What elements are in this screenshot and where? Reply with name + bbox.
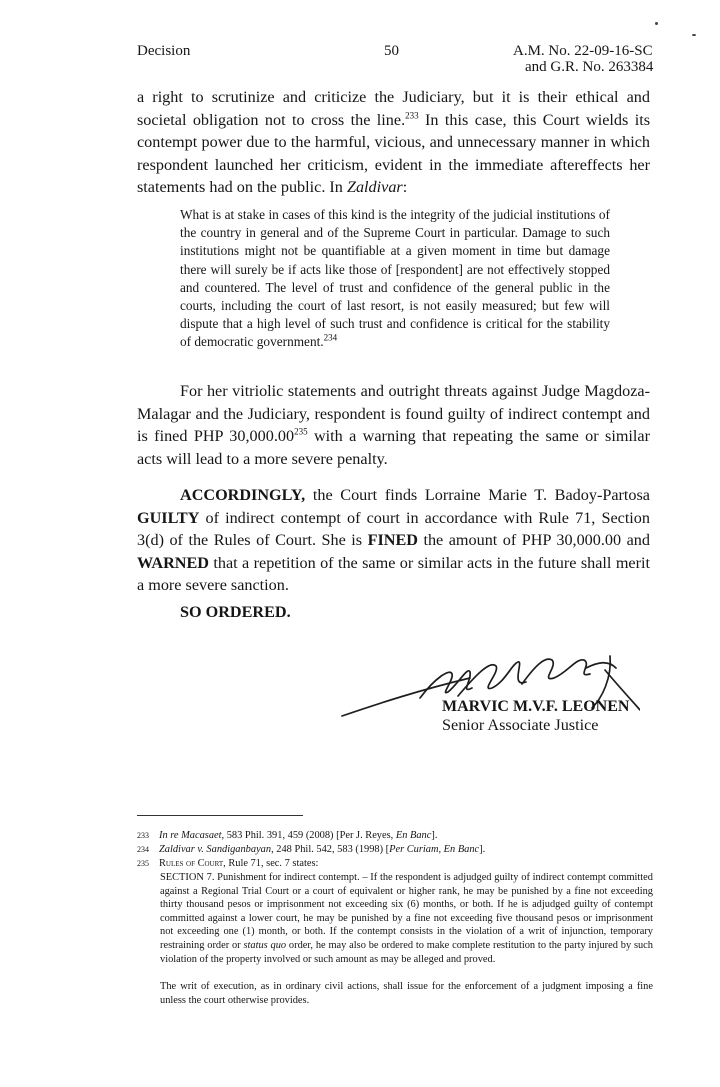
footnote-233	[137, 829, 657, 843]
paragraph-1	[137, 86, 650, 199]
signatory-title: Senior Associate Justice	[442, 716, 599, 734]
footnote-ref-233[interactable]: 233	[405, 110, 419, 121]
footnote-text: , 248 Phil. 542, 583 (1998) [	[271, 844, 390, 855]
footnote-ref-234[interactable]: 234	[323, 333, 338, 343]
footnote-number: 235	[137, 859, 149, 868]
footnote-court: En Banc	[395, 830, 432, 841]
dispositive-text: the Court finds Lorraine Marie T. Badoy-Partosa	[305, 486, 650, 504]
footnote-end: ].	[431, 830, 438, 841]
footnote-235-writ	[160, 980, 653, 1007]
section-text: SECTION 7. Punishment for indirect contempt. – If the respondent is adjudged guilty of indirect contempt committed against a Regional Trial Court or a court of equivalent or higher rank, he may be punished by a fine not exceeding thirty thousand pesos or imprisonment not exceeding six (6) months, or both. If he is adjudged guilty of contempt committed against a lower court, he may be punished by a fine not exceeding five thousand pesos or imprisonment not exceeding one (1) month, or both. If the contempt consists in the violation of a writ of injunction, temporary restraining order or	[160, 872, 653, 951]
case-number-line1: A.M. No. 22-09-16-SC	[513, 43, 653, 59]
section-text-cont: order, he may also be ordered to make complete restitution to the party injured by such violation of the property involved or such amount as may be alleged and proved.	[160, 939, 653, 965]
para1-end: :	[402, 178, 408, 197]
warned-label: WARNED	[137, 553, 209, 572]
so-ordered: SO ORDERED.	[180, 603, 291, 621]
para1-text: a right to scrutinize and criticize the Judiciary, but it is their ethical and societal obligation not to cross the line.	[137, 88, 650, 129]
footnote-text: , Rule 71, sec. 7 states:	[223, 858, 319, 869]
footnote-number: 234	[137, 845, 149, 854]
dispositive-text: the amount of PHP 30,000.00 and	[417, 531, 650, 550]
para1-text-cont: In this case, this Court wields its contempt power due to the harmful, vicious, and unnecessary manner in which respondent launched her criticism, evident in the immediate aftereffects her statements had on the public. In	[137, 110, 651, 197]
writ-text: The writ of execution, as in ordinary civil actions, shall issue for the enforcement of a judgment imposing a fine unless the court otherwise provides.	[160, 981, 653, 1006]
footnote-case: Zaldivar v. Sandiganbayan	[159, 844, 272, 855]
footnote-text: , 583 Phil. 391, 459 (2008) [Per J. Reyes,	[221, 830, 396, 841]
quote-text: What is at stake in cases of this kind is the integrity of the judicial institutions of the country in general and of the Supreme Court in particular. Damage to such institutions might not be quantifiable at a given moment in time but damage there will surely be if acts like those of [respondent] are not effectively stopped and countered. The level of trust and confidence of the general public in the courts, including the court of last resort, is not easily measured; but few will dispute that a high level of such trust and confidence is critical for the stability of democratic government.	[180, 207, 610, 350]
paragraph-2	[137, 380, 650, 470]
footnote-235-section	[160, 871, 653, 966]
footnote-235	[137, 857, 657, 871]
footnote-ref-235[interactable]: 235	[294, 426, 308, 437]
footnote-number: 233	[137, 831, 149, 840]
footnote-end: ].	[479, 844, 486, 855]
scan-speck	[692, 34, 696, 36]
header-label: Decision	[137, 43, 191, 59]
footnote-divider	[137, 815, 303, 816]
accordingly-label: ACCORDINGLY,	[180, 486, 306, 504]
status-quo-term: status quo	[243, 939, 287, 951]
footnote-court: Per Curiam, En Banc	[389, 844, 480, 855]
para2-text: For her vitriolic statements and outright threats against Judge Magdoza-Malagar and the Judiciary, respondent is found guilty of indirect contempt and is fined PHP 30,000.00	[137, 382, 650, 446]
footnote-rules-of-court: Rules of Court	[159, 858, 224, 869]
signatory-name: MARVIC M.V.F. LEONEN	[442, 698, 630, 715]
block-quote	[180, 206, 610, 352]
guilty-label: GUILTY	[137, 508, 200, 527]
case-name: Zaldivar	[346, 178, 403, 197]
dispositive-text: of indirect contempt of court in accordance with Rule 71, Section 3(d) of the Rules of Court. She is	[137, 508, 650, 550]
scan-speck	[655, 22, 658, 25]
dispositive-text: that a repetition of the same or similar acts in the future shall merit a more severe sanction.	[137, 553, 650, 595]
case-number-line2: and G.R. No. 263384	[525, 59, 654, 75]
para2-text-cont: with a warning that repeating the same or similar acts will lead to a more severe penalty.	[137, 427, 651, 468]
footnote-case: In re Macasaet	[159, 830, 222, 841]
page-number: 50	[384, 43, 399, 59]
footnote-234	[137, 843, 657, 857]
dispositive-paragraph	[137, 484, 650, 597]
fined-label: FINED	[367, 531, 418, 550]
